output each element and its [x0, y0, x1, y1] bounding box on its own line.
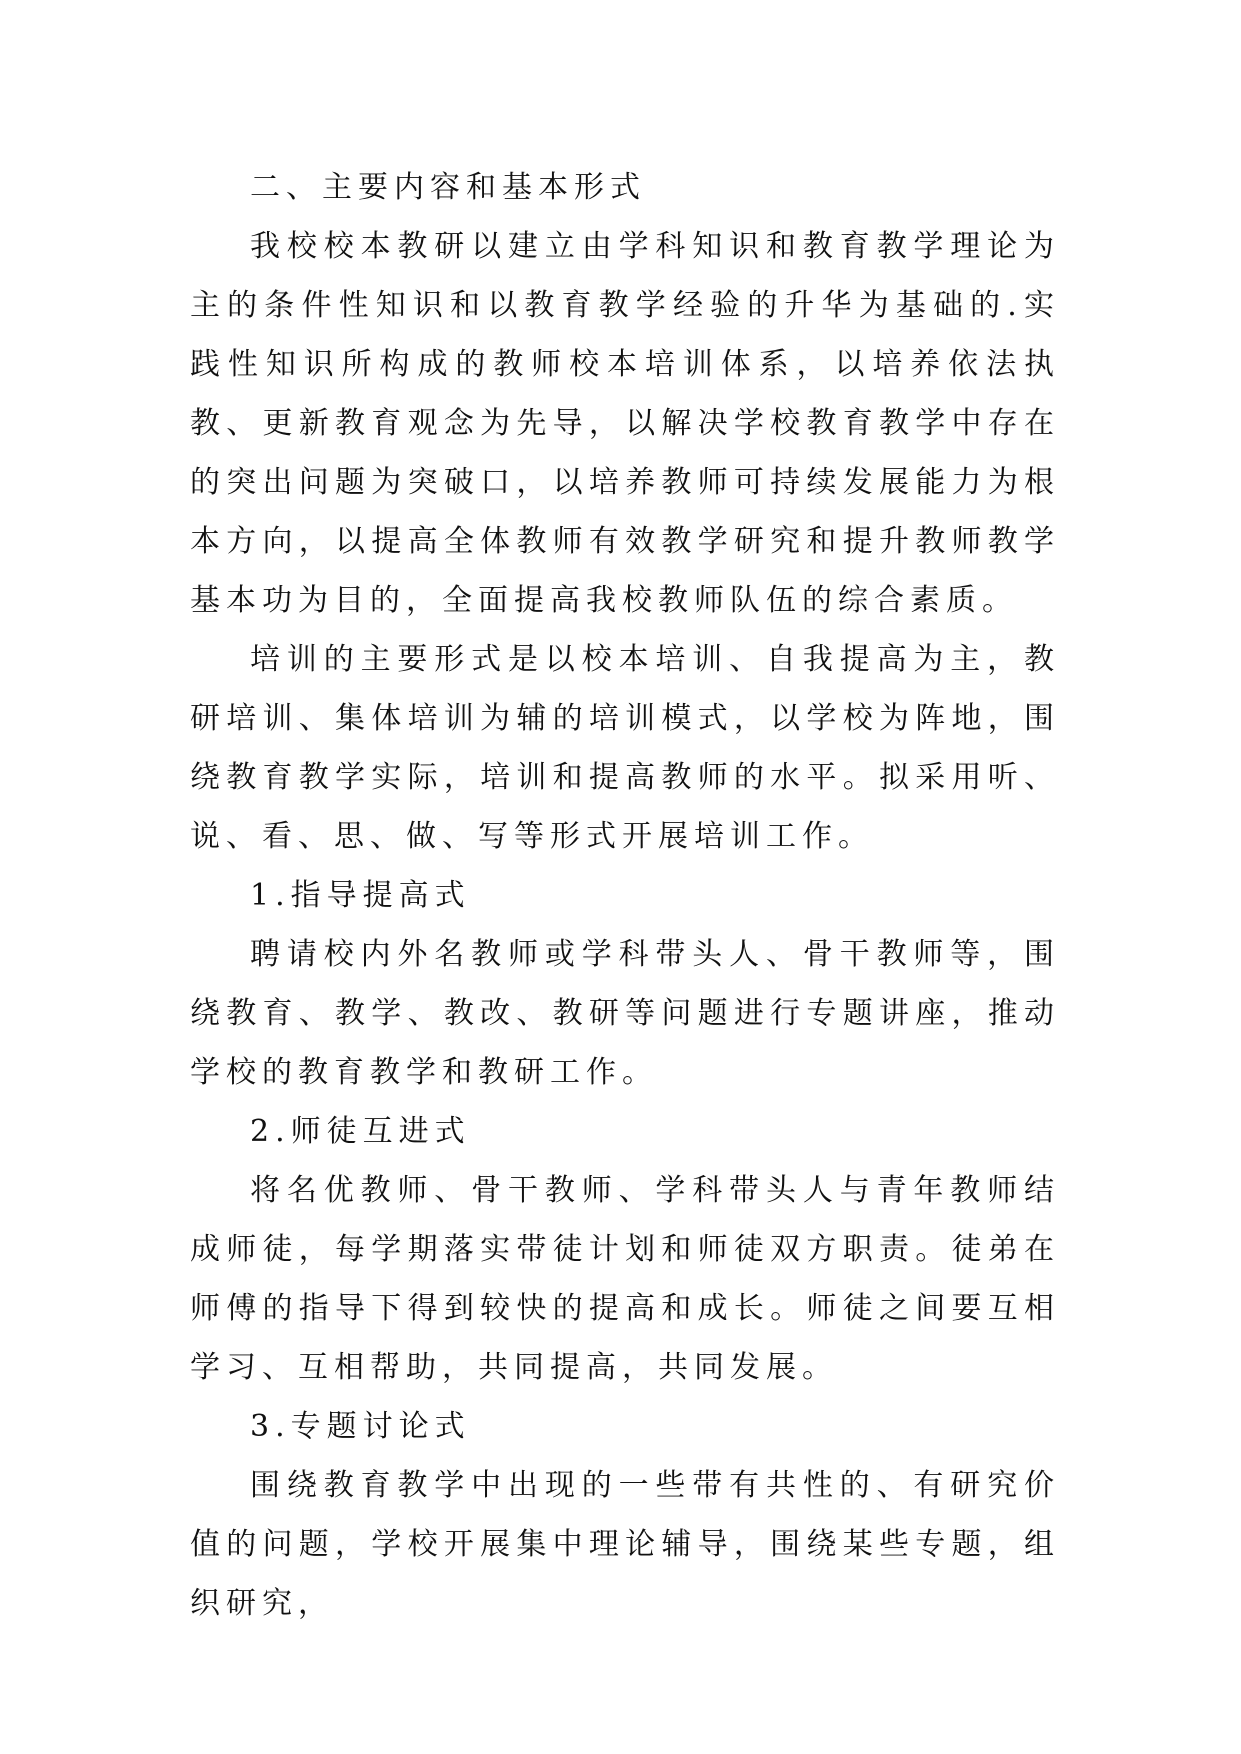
intro-paragraph: 我校校本教研以建立由学科知识和教育教学理论为主的条件性知识和以教育教学经验的升华为基础的.实践性知识所构成的教师校本培训体系，以培养依法执教、更新教育观念为先导，以解决学校教育教学中存在的突出问题为突破口，以培养教师可持续发展能力为根本方向，以提高全体教师有效教学研究和提升教师教学基本功为目的，全面提高我校教师队伍的综合素质。: [190, 229, 1060, 618]
item-3-body: 围绕教育教学中出现的一些带有共性的、有研究价值的问题，学校开展集中理论辅导，围绕某些专题，组织研究，: [190, 1468, 1060, 1621]
section-heading: 二、主要内容和基本形式: [250, 170, 646, 205]
item-1-body: 聘请校内外名教师或学科带头人、骨干教师等，围绕教育、教学、教改、教研等问题进行专题讲座，推动学校的教育教学和教研工作。: [190, 937, 1060, 1090]
document-body: [190, 158, 1060, 1633]
item-3-title: 3.专题讨论式: [250, 1409, 471, 1444]
forms-paragraph: 培训的主要形式是以校本培训、自我提高为主，教研培训、集体培训为辅的培训模式，以学校为阵地，围绕教育教学实际，培训和提高教师的水平。拟采用听、说、看、思、做、写等形式开展培训工作。: [190, 642, 1060, 854]
item-1-title: 1.指导提高式: [250, 878, 471, 913]
item-2-title: 2.师徒互进式: [250, 1114, 471, 1149]
item-2-body: 将名优教师、骨干教师、学科带头人与青年教师结成师徒，每学期落实带徒计划和师徒双方职责。徒弟在师傅的指导下得到较快的提高和成长。师徒之间要互相学习、互相帮助，共同提高，共同发展。: [190, 1173, 1060, 1385]
